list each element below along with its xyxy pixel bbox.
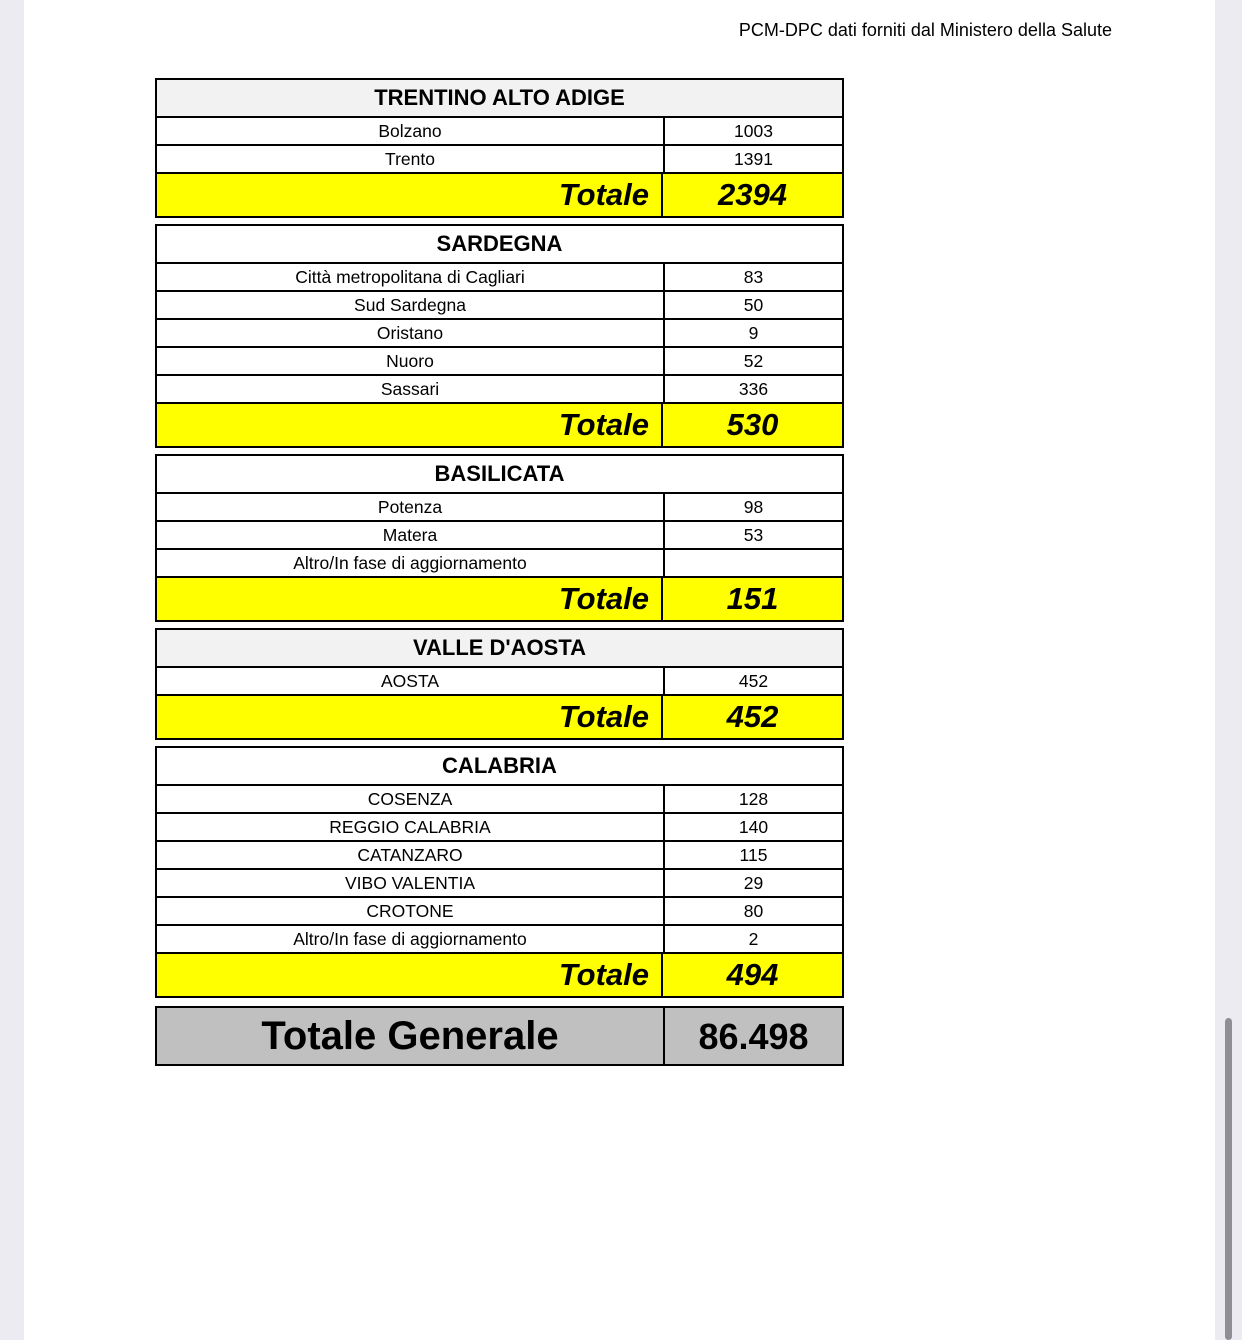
total-label: Totale — [157, 404, 663, 446]
region-title: SARDEGNA — [157, 226, 842, 264]
province-name: Nuoro — [157, 348, 665, 374]
province-value: 336 — [738, 379, 769, 399]
province-value: 98 — [743, 497, 764, 517]
province-value: 1391 — [734, 149, 773, 169]
province-value: 53 — [743, 525, 764, 545]
grand-total-value: 86.498 — [698, 1016, 809, 1057]
total-value: 494 — [726, 957, 779, 992]
source-note: PCM-DPC dati forniti dal Ministero della Salute — [738, 20, 1112, 40]
document-page — [24, 0, 1215, 1340]
table-row — [157, 786, 842, 814]
regions-table — [155, 78, 844, 1066]
region-table-calabria — [155, 746, 844, 998]
total-value: 452 — [726, 699, 779, 734]
province-value: 83 — [743, 267, 764, 287]
table-row — [157, 264, 842, 292]
total-label: Totale — [157, 954, 663, 996]
province-name: Sassari — [157, 376, 665, 402]
region-table-sardegna — [155, 224, 844, 448]
province-name: Matera — [157, 522, 665, 548]
table-row — [157, 118, 842, 146]
region-title: CALABRIA — [157, 748, 842, 786]
province-value: 115 — [739, 845, 768, 865]
province-value: 452 — [738, 671, 769, 691]
total-label: Totale — [157, 174, 663, 216]
table-row — [157, 376, 842, 404]
total-value: 530 — [726, 407, 779, 442]
total-row — [157, 404, 842, 446]
region-title: BASILICATA — [157, 456, 842, 494]
province-value: 52 — [743, 351, 764, 371]
table-row — [157, 146, 842, 174]
province-name: Altro/In fase di aggiornamento — [157, 550, 665, 576]
province-name: CATANZARO — [157, 842, 665, 868]
table-row — [157, 494, 842, 522]
total-row — [157, 174, 842, 216]
table-row — [157, 320, 842, 348]
region-table-valle-daosta — [155, 628, 844, 740]
total-row — [157, 578, 842, 620]
province-name: Bolzano — [157, 118, 665, 144]
total-label: Totale — [157, 696, 663, 738]
total-value: 151 — [726, 581, 779, 616]
region-title: VALLE D'AOSTA — [157, 630, 842, 668]
province-value: 1003 — [734, 121, 773, 141]
region-title: TRENTINO ALTO ADIGE — [157, 80, 842, 118]
table-row — [157, 870, 842, 898]
province-name: Trento — [157, 146, 665, 172]
province-name: Sud Sardegna — [157, 292, 665, 318]
table-row — [157, 292, 842, 320]
province-value: 9 — [748, 323, 759, 343]
grand-total-row — [155, 1006, 844, 1066]
total-row — [157, 954, 842, 996]
province-value: 2 — [748, 929, 759, 949]
province-value — [665, 550, 842, 576]
grand-total-label: Totale Generale — [157, 1008, 665, 1064]
table-row — [157, 348, 842, 376]
province-name: REGGIO CALABRIA — [157, 814, 665, 840]
total-row — [157, 696, 842, 738]
table-row — [157, 522, 842, 550]
province-value: 80 — [743, 901, 764, 921]
table-row — [157, 814, 842, 842]
province-name: CROTONE — [157, 898, 665, 924]
province-name: Oristano — [157, 320, 665, 346]
province-name: AOSTA — [157, 668, 665, 694]
province-name: Città metropolitana di Cagliari — [157, 264, 665, 290]
table-row — [157, 668, 842, 696]
province-value: 128 — [738, 789, 769, 809]
table-row — [157, 550, 842, 578]
province-name: Potenza — [157, 494, 665, 520]
table-row — [157, 842, 842, 870]
province-name: VIBO VALENTIA — [157, 870, 665, 896]
province-value: 140 — [738, 817, 769, 837]
province-name: Altro/In fase di aggiornamento — [157, 926, 665, 952]
table-row — [157, 926, 842, 954]
province-name: COSENZA — [157, 786, 665, 812]
total-value: 2394 — [718, 177, 787, 212]
region-table-trentino — [155, 78, 844, 218]
table-row — [157, 898, 842, 926]
province-value: 50 — [743, 295, 764, 315]
region-table-basilicata — [155, 454, 844, 622]
total-label: Totale — [157, 578, 663, 620]
vertical-scrollbar[interactable] — [1225, 1018, 1232, 1340]
province-value: 29 — [743, 873, 764, 893]
